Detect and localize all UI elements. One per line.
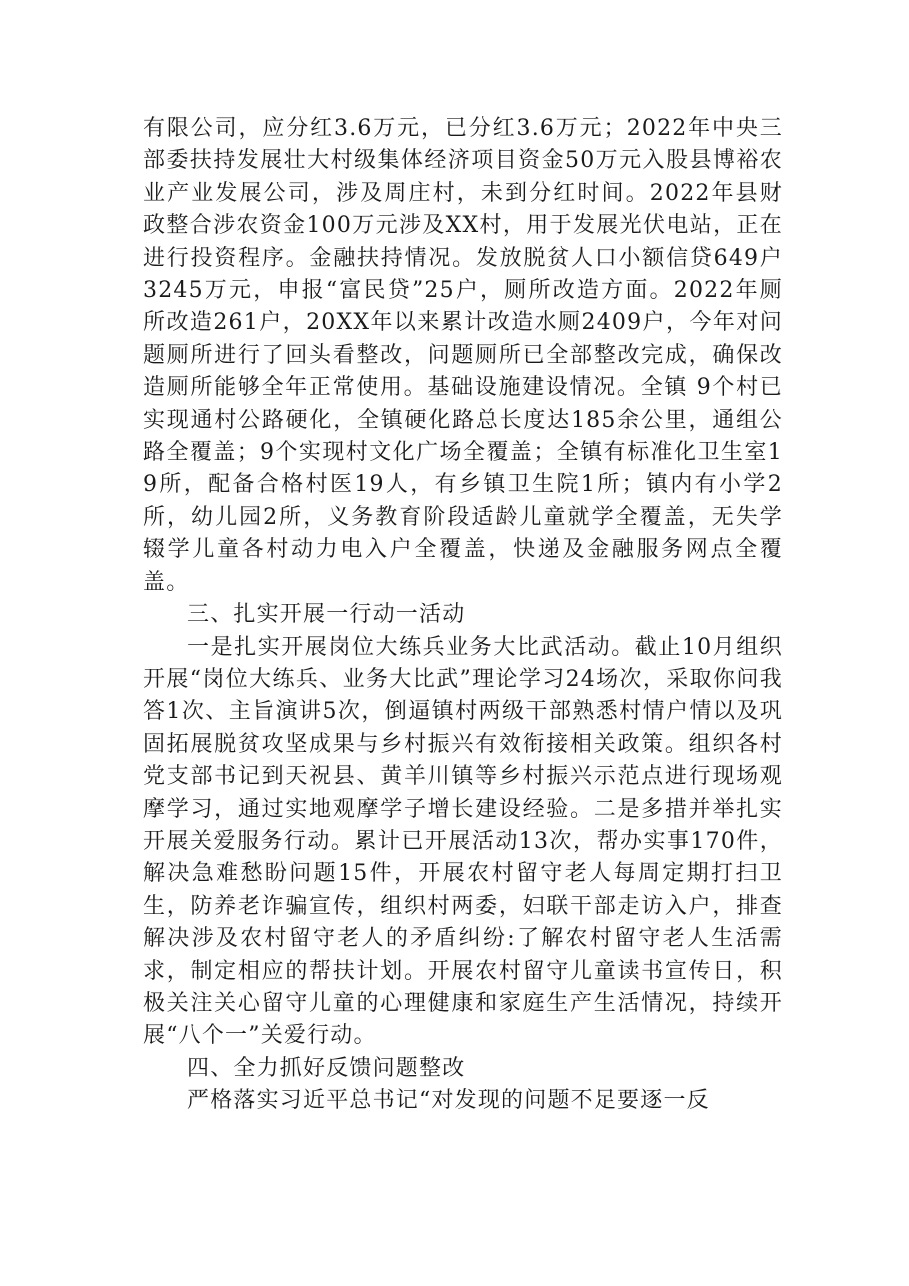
paragraph-funding-and-infrastructure: 有限公司，应分红3.6万元，已分红3.6万元；2022年中央三部委扶持发展壮大村级集体经济项目资金50万元入股县博裕农业产业发展公司，涉及周庄村，未到分红时间。2022年县财政整合涉农资金100万元涉及XX村，用于发展光伏电站，正在进行投资程序。金融扶持情况。发放脱贫人口小额信贷649户3245万元，申报“富民贷”25户，厕所改造方面。2022年厕所改造261户，20XX年以来累计改造水厕2409户，今年对问题厕所进行了回头看整改，问题厕所已全部整改完成，确保改造厕所能够全年正常使用。基础设施建设情况。全镇 9个村已实现通村公路硬化，全镇硬化路总长度达185余公里，通组公路全覆盖；9个实现村文化广场全覆盖；全镇有标准化卫生室19所，配备合格村医19人，有乡镇卫生院1所；镇内有小学2所，幼儿园2所，义务教育阶段适龄儿童就学全覆盖，无失学辍学儿童各村动力电入户全覆盖，快递及金融服务网点全覆盖。 [143, 116, 783, 595]
document-body [143, 113, 783, 1118]
paragraph-rectification: 严格落实习近平总书记“对发现的问题不足要逐一反 [187, 1088, 710, 1114]
paragraph-activities: 一是扎实开展岗位大练兵业务大比武活动。截止10月组织开展“岗位大练兵、业务大比武”理论学习24场次，采取你问我答1次、主旨演讲5次，倒逼镇村两级干部熟悉村情户情以及巩固拓展脱贫攻坚成果与乡村振兴有效衔接相关政策。组织各村党支部书记到天祝县、黄羊川镇等乡村振兴示范点进行现场观摩学习，通过实地观摩学子增长建设经验。二是多措并举扎实开展关爱服务行动。累计已开展活动13次，帮办实事170件，解决急难愁盼问题15件，开展农村留守老人每周定期打扫卫生，防养老诈骗宣传，组织村两委，妇联干部走访入户，排查解决涉及农村留守老人的矛盾纠纷:了解农村留守老人生活需求，制定相应的帮扶计划。开展农村留守儿童读书宣传日，积极关注关心留守儿童的心理健康和家庭生产生活情况，持续开展“八个一”关爱行动。 [143, 634, 783, 1049]
section-heading-three: 三、扎实开展一行动一活动 [187, 602, 466, 628]
section-heading-four: 四、全力抓好反馈问题整改 [187, 1055, 466, 1081]
